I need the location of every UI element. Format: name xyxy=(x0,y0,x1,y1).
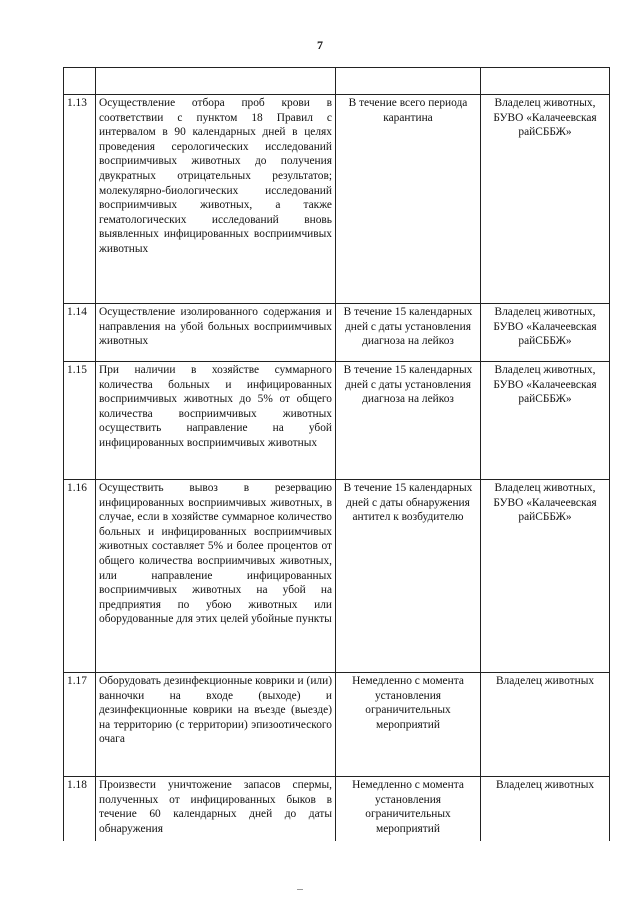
header-cell-term xyxy=(336,68,481,95)
row-number: 1.14 xyxy=(64,304,96,362)
table-header-row xyxy=(64,68,610,95)
row-term: Немедленно с момента установления ограничительных мероприятий xyxy=(336,777,481,841)
row-measure: Осуществление отбора проб крови в соответствии с пунктом 18 Правил с интервалом в 90 календарных дней в целях проведения серологических исследований восприимчивых животных до получения двукратных отрицательных результатов; молекулярно-биологических исследований восприимчивых животных, а также гематологических исследований вновь выявленных инфицированных восприимчивых животных xyxy=(96,95,336,304)
row-measure: При наличии в хозяйстве суммарного количества больных и инфицированных восприимчивых животных до 5% от общего количества восприимчивых животных осуществить направление на убой инфицированных восприимчивых животных xyxy=(96,362,336,480)
table-row xyxy=(64,480,610,673)
row-responsible: Владелец животных, БУВО «Калачеевская райСББЖ» xyxy=(481,95,610,304)
row-responsible: Владелец животных xyxy=(481,673,610,777)
row-responsible: Владелец животных, БУВО «Калачеевская райСББЖ» xyxy=(481,480,610,673)
row-term: В течение 15 календарных дней с даты установления диагноза на лейкоз xyxy=(336,304,481,362)
row-measure: Оборудовать дезинфекционные коврики и (или) ванночки на входе (выходе) и дезинфекционные коврики на въезде (выезде) на территорию (с территории) эпизоотического очага xyxy=(96,673,336,777)
row-measure: Осуществить вывоз в резервацию инфицированных восприимчивых животных, в случае, если в хозяйстве суммарное количество больных и инфицированных восприимчивых животных составляет 5% и более процентов от общего количества восприимчивых животных, или направление инфицированных восприимчивых животных на убой на предприятия по убою животных или оборудованные для этих целей убойные пункты xyxy=(96,480,336,673)
row-number: 1.13 xyxy=(64,95,96,304)
row-responsible: Владелец животных xyxy=(481,777,610,841)
table-row xyxy=(64,362,610,480)
header-cell-responsible xyxy=(481,68,610,95)
table-row xyxy=(64,95,610,304)
row-responsible: Владелец животных, БУВО «Калачеевская райСББЖ» xyxy=(481,362,610,480)
measures-table xyxy=(63,67,610,841)
row-number: 1.18 xyxy=(64,777,96,841)
row-number: 1.15 xyxy=(64,362,96,480)
row-measure: Произвести уничтожение запасов спермы, полученных от инфицированных быков в течение 60 календарных дней до даты обнаружения xyxy=(96,777,336,841)
scan-mark xyxy=(297,889,303,890)
row-term: В течение всего периода карантина xyxy=(336,95,481,304)
page-number: 7 xyxy=(317,38,323,52)
table-row xyxy=(64,673,610,777)
row-term: Немедленно с момента установления ограничительных мероприятий xyxy=(336,673,481,777)
row-number: 1.16 xyxy=(64,480,96,673)
table-row xyxy=(64,777,610,841)
table-row xyxy=(64,304,610,362)
header-cell-num xyxy=(64,68,96,95)
row-term: В течение 15 календарных дней с даты обнаружения антител к возбудителю xyxy=(336,480,481,673)
row-responsible: Владелец животных, БУВО «Калачеевская райСББЖ» xyxy=(481,304,610,362)
header-cell-measure xyxy=(96,68,336,95)
row-measure: Осуществление изолированного содержания и направления на убой больных восприимчивых животных xyxy=(96,304,336,362)
row-number: 1.17 xyxy=(64,673,96,777)
row-term: В течение 15 календарных дней с даты установления диагноза на лейкоз xyxy=(336,362,481,480)
